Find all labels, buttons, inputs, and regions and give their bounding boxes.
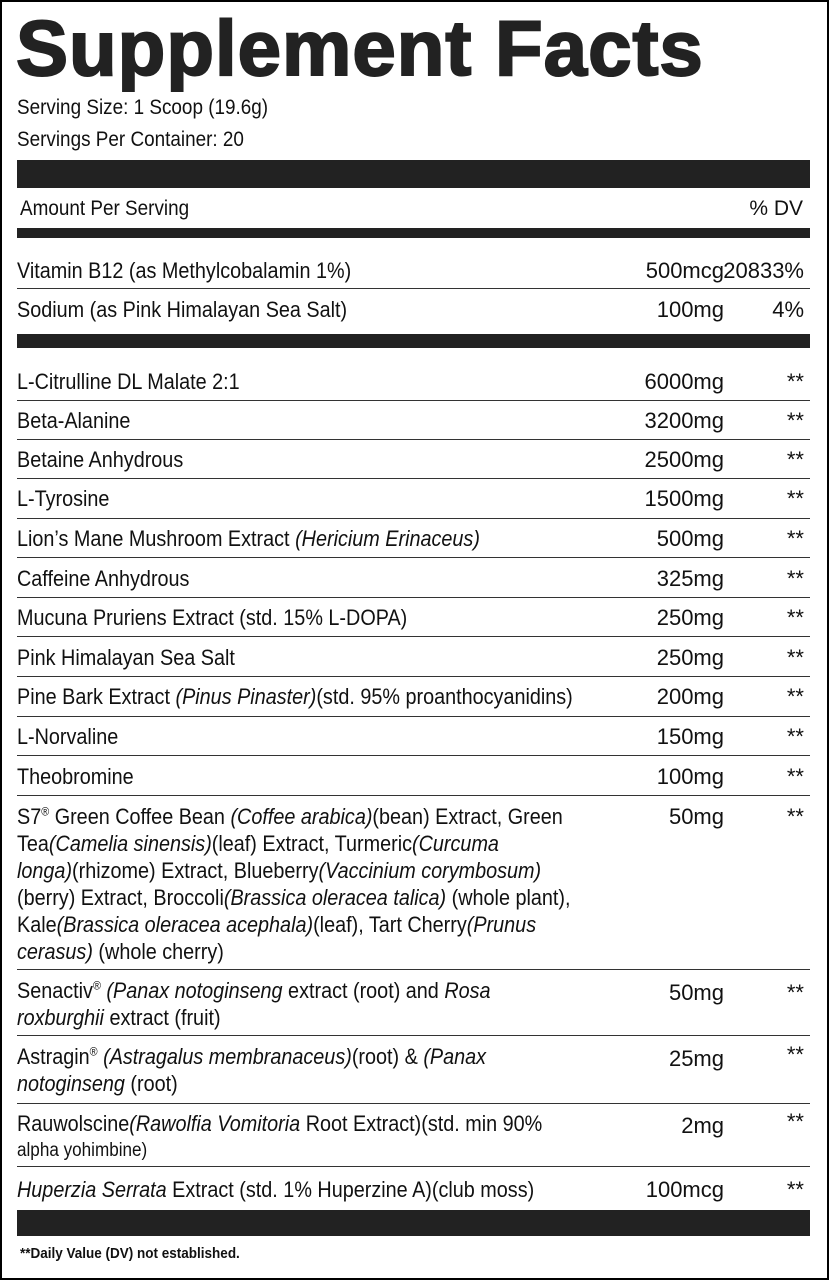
ingredient-name: Astragin® (Astragalus membranaceus)(root) & (Panax xyxy=(17,1044,487,1069)
ingredient-dv: ** xyxy=(786,1109,804,1134)
ingredient-amount: 500mg xyxy=(656,526,724,551)
ingredient-name: Theobromine xyxy=(17,764,134,789)
table-row-senactiv xyxy=(17,977,810,1033)
ingredient-dv: ** xyxy=(786,526,804,551)
ingredient-name: Pink Himalayan Sea Salt xyxy=(17,645,235,670)
ingredient-name: Caffeine Anhydrous xyxy=(17,566,190,591)
ingredient-name-line2: notoginseng (root) xyxy=(17,1071,178,1096)
blend-line: Kale(Brassica oleracea acephala)(leaf), Tart Cherry(Prunus xyxy=(17,912,537,937)
ingredient-dv: ** xyxy=(786,764,804,789)
footnote: **Daily Value (DV) not established. xyxy=(20,1245,240,1262)
divider-thin xyxy=(17,676,810,677)
ingredient-name: L-Tyrosine xyxy=(17,486,110,511)
ingredient-name-line2: alpha yohimbine) xyxy=(17,1140,148,1161)
divider-medium xyxy=(17,228,810,238)
divider-thin xyxy=(17,969,810,970)
nutrient-amount: 100mg xyxy=(656,297,724,322)
ingredient-name: Mucuna Pruriens Extract (std. 15% L-DOPA) xyxy=(17,605,408,630)
panel-title: Supplement Facts xyxy=(16,4,704,92)
blend-line: S7® Green Coffee Bean (Coffee arabica)(bean) Extract, Green xyxy=(17,804,563,829)
nutrient-name: Sodium (as Pink Himalayan Sea Salt) xyxy=(17,297,348,322)
ingredient-name: Senactiv® (Panax notoginseng extract (root) and Rosa xyxy=(17,978,491,1003)
ingredient-dv: ** xyxy=(786,804,804,829)
blend-line: (berry) Extract, Broccoli(Brassica oleracea talica) (whole plant), xyxy=(17,885,571,910)
ingredient-amount: 2500mg xyxy=(644,447,724,472)
ingredient-dv: ** xyxy=(786,369,804,394)
ingredient-dv: ** xyxy=(786,605,804,630)
ingredient-amount: 150mg xyxy=(656,724,724,749)
ingredient-amount: 325mg xyxy=(656,566,724,591)
servings-per-container: Servings Per Container: 20 xyxy=(17,128,244,151)
divider-thick xyxy=(17,160,810,188)
divider-thin xyxy=(17,288,810,289)
divider-medium xyxy=(17,334,810,348)
divider-thin xyxy=(17,518,810,519)
table-row-s7-blend xyxy=(17,803,810,965)
ingredient-name: Beta-Alanine xyxy=(17,408,131,433)
serving-size: Serving Size: 1 Scoop (19.6g) xyxy=(17,96,269,119)
ingredient-dv: ** xyxy=(786,684,804,709)
ingredient-name-line2: roxburghii extract (fruit) xyxy=(17,1005,221,1030)
ingredient-amount: 3200mg xyxy=(644,408,724,433)
ingredient-dv: ** xyxy=(786,645,804,670)
nutrient-amount: 500mcg xyxy=(645,258,724,283)
divider-thin xyxy=(17,755,810,756)
ingredient-dv: ** xyxy=(786,408,804,433)
nutrient-name: Vitamin B12 (as Methylcobalamin 1%) xyxy=(17,258,352,283)
divider-thin xyxy=(17,478,810,479)
divider-thick xyxy=(17,1210,810,1236)
divider-thin xyxy=(17,1166,810,1167)
divider-thin xyxy=(17,1103,810,1104)
ingredient-name: Pine Bark Extract (Pinus Pinaster)(std. 95% proanthocyanidins) xyxy=(17,684,573,709)
ingredient-name: Lion’s Mane Mushroom Extract (Hericium Erinaceus) xyxy=(17,526,480,551)
ingredient-dv: ** xyxy=(786,447,804,472)
ingredient-amount: 100mcg xyxy=(645,1177,724,1202)
ingredient-amount: 50mg xyxy=(668,804,724,829)
blend-line: cerasus) (whole cherry) xyxy=(17,939,224,964)
ingredient-amount: 6000mg xyxy=(644,369,724,394)
amount-per-serving-header: Amount Per Serving xyxy=(20,197,190,220)
divider-thin xyxy=(17,716,810,717)
ingredient-amount: 250mg xyxy=(656,645,724,670)
divider-thin xyxy=(17,795,810,796)
nutrient-dv: 4% xyxy=(772,297,804,322)
divider-thin xyxy=(17,636,810,637)
ingredient-amount: 50mg xyxy=(668,980,724,1005)
ingredient-amount: 2mg xyxy=(681,1113,724,1138)
ingredient-dv: ** xyxy=(786,1042,804,1067)
divider-thin xyxy=(17,439,810,440)
ingredient-name: Betaine Anhydrous xyxy=(17,447,184,472)
divider-thin xyxy=(17,400,810,401)
ingredient-dv: ** xyxy=(786,980,804,1005)
divider-thin xyxy=(17,597,810,598)
dv-header: % DV xyxy=(749,197,803,220)
ingredient-name: Rauwolscine(Rawolfia Vomitoria Root Extract)(std. min 90% xyxy=(17,1111,543,1136)
ingredient-amount: 1500mg xyxy=(644,486,724,511)
ingredient-dv: ** xyxy=(786,1177,804,1202)
divider-thin xyxy=(17,557,810,558)
ingredient-dv: ** xyxy=(786,566,804,591)
ingredient-amount: 200mg xyxy=(656,684,724,709)
ingredient-name: L-Citrulline DL Malate 2:1 xyxy=(17,369,240,394)
ingredient-dv: ** xyxy=(786,724,804,749)
blend-line: Tea(Camelia sinensis)(leaf) Extract, Turmeric(Curcuma xyxy=(17,831,499,856)
blend-line: longa)(rhizome) Extract, Blueberry(Vaccinium corymbosum) xyxy=(17,858,542,883)
divider-thin xyxy=(17,1035,810,1036)
ingredient-amount: 100mg xyxy=(656,764,724,789)
ingredient-dv: ** xyxy=(786,486,804,511)
table-row-rauwolscine xyxy=(17,1110,810,1166)
ingredient-name: L-Norvaline xyxy=(17,724,119,749)
ingredient-amount: 25mg xyxy=(668,1046,724,1071)
table-row-astragin xyxy=(17,1043,810,1099)
ingredient-amount: 250mg xyxy=(656,605,724,630)
nutrient-dv: 20833% xyxy=(723,258,804,283)
ingredient-name: Huperzia Serrata Extract (std. 1% Huperzine A)(club moss) xyxy=(17,1177,535,1202)
